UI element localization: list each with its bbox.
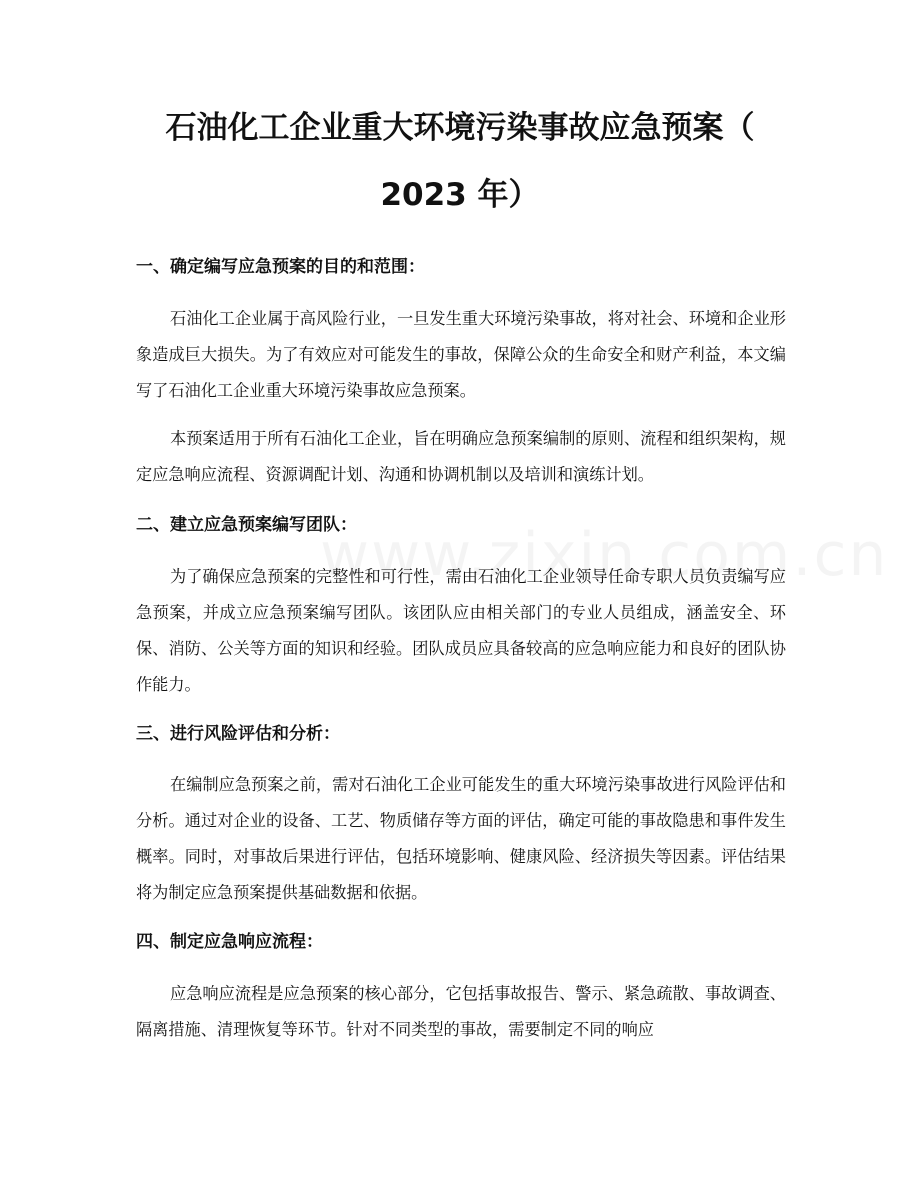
document-title-line-2: 2023 年）	[380, 177, 540, 213]
document-title-line-1: 石油化工企业重大环境污染事故应急预案（	[165, 110, 755, 146]
section-2-heading: 二、建立应急预案编写团队：	[136, 515, 357, 535]
section-1-heading: 一、确定编写应急预案的目的和范围：	[136, 257, 425, 277]
section-4-paragraph-1: 应急响应流程是应急预案的核心部分，它包括事故报告、警示、紧急疏散、事故调查、隔离措施、清理恢复等环节。针对不同类型的事故，需要制定不同的响应	[136, 984, 786, 1039]
section-4-heading: 四、制定应急响应流程：	[136, 932, 323, 952]
section-2-paragraph-1: 为了确保应急预案的完整性和可行性，需由石油化工企业领导任命专职人员负责编写应急预案，并成立应急预案编写团队。该团队应由相关部门的专业人员组成，涵盖安全、环保、消防、公关等方面的知识和经验。团队成员应具备较高的应急响应能力和良好的团队协作能力。	[136, 567, 786, 694]
section-3-paragraph-1: 在编制应急预案之前，需对石油化工企业可能发生的重大环境污染事故进行风险评估和分析。通过对企业的设备、工艺、物质储存等方面的评估，确定可能的事故隐患和事件发生概率。同时，对事故后果进行评估，包括环境影响、健康风险、经济损失等因素。评估结果将为制定应急预案提供基础数据和依据。	[136, 775, 786, 902]
section-3-heading: 三、进行风险评估和分析：	[136, 724, 340, 744]
section-1-paragraph-1: 石油化工企业属于高风险行业，一旦发生重大环境污染事故，将对社会、环境和企业形象造成巨大损失。为了有效应对可能发生的事故，保障公众的生命安全和财产利益，本文编写了石油化工企业重大环境污染事故应急预案。	[136, 309, 786, 400]
section-1-paragraph-2: 本预案适用于所有石油化工企业，旨在明确应急预案编制的原则、流程和组织架构，规定应急响应流程、资源调配计划、沟通和协调机制以及培训和演练计划。	[136, 429, 786, 484]
